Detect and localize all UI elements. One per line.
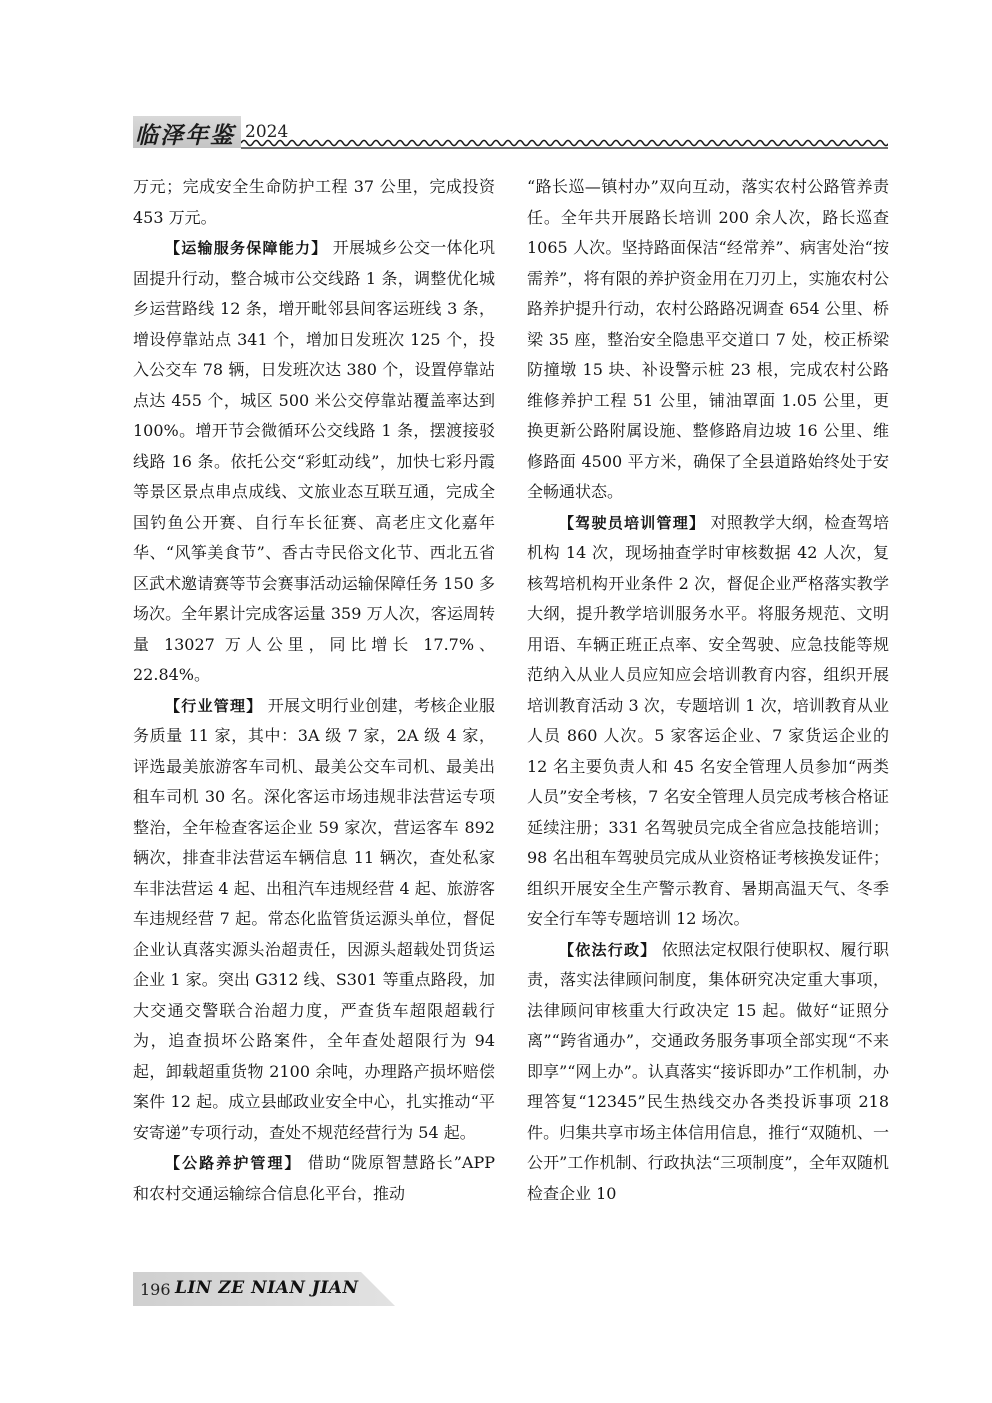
section-title: 【运输服务保障能力】 [165, 239, 328, 257]
page-number: 196 [140, 1280, 171, 1299]
header-logo: 临泽年鉴 [135, 123, 235, 149]
header-year: 2024 [245, 122, 289, 142]
page-footer [133, 1272, 395, 1306]
paragraph-text: 依照法定权限行使职权、履行职责，落实法律顾问制度，集体研究决定重大事项，法律顾问审核重大行政决定 15 起。做好“证照分离”“跨省通办”，交通政务服务事项全部实现“不来即享”“网上办”。认真落实“接诉即办”工作机制，办理答复“12345”民生热线交办各类投诉事项 218 件。归集共享市场主体信用信息，推行“双随机、一公开”工作机制、行政执法“三项制度”，全年双随机检查企业 10 [527, 939, 889, 1203]
paragraph-text: 万元；完成安全生命防护工程 37 公里，完成投资 453 万元。 [133, 177, 495, 227]
paragraph [527, 172, 889, 508]
paragraph [133, 233, 495, 691]
paragraph [133, 1148, 495, 1209]
paragraph-text: “路长巡—镇村办”双向互动，落实农村公路管养责任。全年共开展路长培训 200 余人次，路长巡查 1065 人次。坚持路面保洁“经常养”、病害处治“按需养”，将有限的养护资金用在刀刃上，实施农村公路养护提升行动，农村公路路况调查 654 公里、桥梁 35 座，整治安全隐患平交道口 7 处，校正桥梁防撞墩 15 块、补设警示桩 23 根，完成农村公路维修养护工程 51 公里，铺油罩面 1.05 公里，更换更新公路附属设施、整修路肩边坡 16 公里、维修路面 4500 平方米，确保了全县道路始终处于安全畅通状态。 [527, 177, 889, 501]
section-title: 【行业管理】 [165, 696, 263, 715]
page-header [133, 113, 888, 153]
paragraph [133, 691, 495, 1149]
paragraph [527, 935, 889, 1210]
section-title: 【驾驶员培训管理】 [559, 513, 706, 532]
footer-title: LIN ZE NIAN JIAN [175, 1278, 359, 1298]
right-column [527, 172, 889, 1209]
paragraph-text: 开展文明行业创建，考核企业服务质量 11 家，其中：3A 级 7 家，2A 级 4 家，评选最美旅游客车司机、最美公交车司机、最美出租车司机 30 名。深化客运市场违规非法营运专项整治，全年检查客运企业 59 家次，营运客车 892 辆次，排查非法营运车辆信息 11 辆次，查处私家车非法营运 4 起、出租汽车违规经营 4 起、旅游客车违规经营 7 起。常态化监管货运源头单位，督促企业认真落实源头治超责任，因源头超载处罚货运企业 1 家。突出 G312 线、S301 等重点路段，加大交通交警联合治超力度，严查货车超限超载行为，追查损坏公路案件，全年查处超限行为 94 起，卸载超重货物 2100 余吨，办理路产损坏赔偿案件 12 起。成立县邮政业安全中心，扎实推动“平安寄递”专项行动，查处不规范经营行为 54 起。 [133, 695, 495, 1142]
paragraph [527, 508, 889, 935]
paragraph-text: 借助“陇原智慧路长”APP 和农村交通运输综合信息化平台，推动 [133, 1153, 495, 1203]
paragraph-text: 开展城乡公交一体化巩固提升行动，整合城市公交线路 1 条，调整优化城乡运营路线 12 条，增开毗邻县间客运班线 3 条，增设停靠站点 341 个，增加日发班次 125 个，投入公交车 78 辆，日发班次达 380 个，设置停靠站点达 455 个，城区 500 米公交停靠站覆盖率达到 100%。增开节会微循环公交线路 1 条，摆渡接驳线路 16 条。依托公交“彩虹动线”，加快七彩丹霞等景区景点串点成线、文旅业态互联互通，完成全国钓鱼公开赛、自行车长征赛、高老庄文化嘉年华、“风筝美食节”、香古寺民俗文化节、西北五省区武术邀请赛等节会赛事活动运输保障任务 150 多场次。全年累计完成客运量 359 万人次，客运周转量 13027 万人公里，同比增长 17.7%、22.84%。 [133, 238, 495, 684]
section-title: 【公路养护管理】 [165, 1154, 302, 1172]
section-title: 【依法行政】 [559, 940, 657, 959]
paragraph-text: 对照教学大纲，检查驾培机构 14 次，现场抽查学时审核数据 42 人次，复核驾培机构开业条件 2 次，督促企业严格落实教学大纲，提升教学培训服务水平。将服务规范、文明用语、车辆正班正点率、安全驾驶、应急技能等规范纳入从业人员应知应会培训教育内容，组织开展培训教育活动 3 次，专题培训 1 次，培训教育从业人员 860 人次。5 家客运企业、7 家货运企业的 12 名主要负责人和 45 名安全管理人员参加“两类人员”安全考核，7 名安全管理人员完成考核合格证延续注册；331 名驾驶员完成全省应急技能培训；98 名出租车驾驶员完成从业资格证考核换发证件；组织开展安全生产警示教育、暑期高温天气、冬季安全行车等专题培训 12 场次。 [527, 512, 889, 928]
paragraph [133, 172, 495, 233]
left-column [133, 172, 495, 1209]
header-wavy-rule [241, 136, 888, 150]
